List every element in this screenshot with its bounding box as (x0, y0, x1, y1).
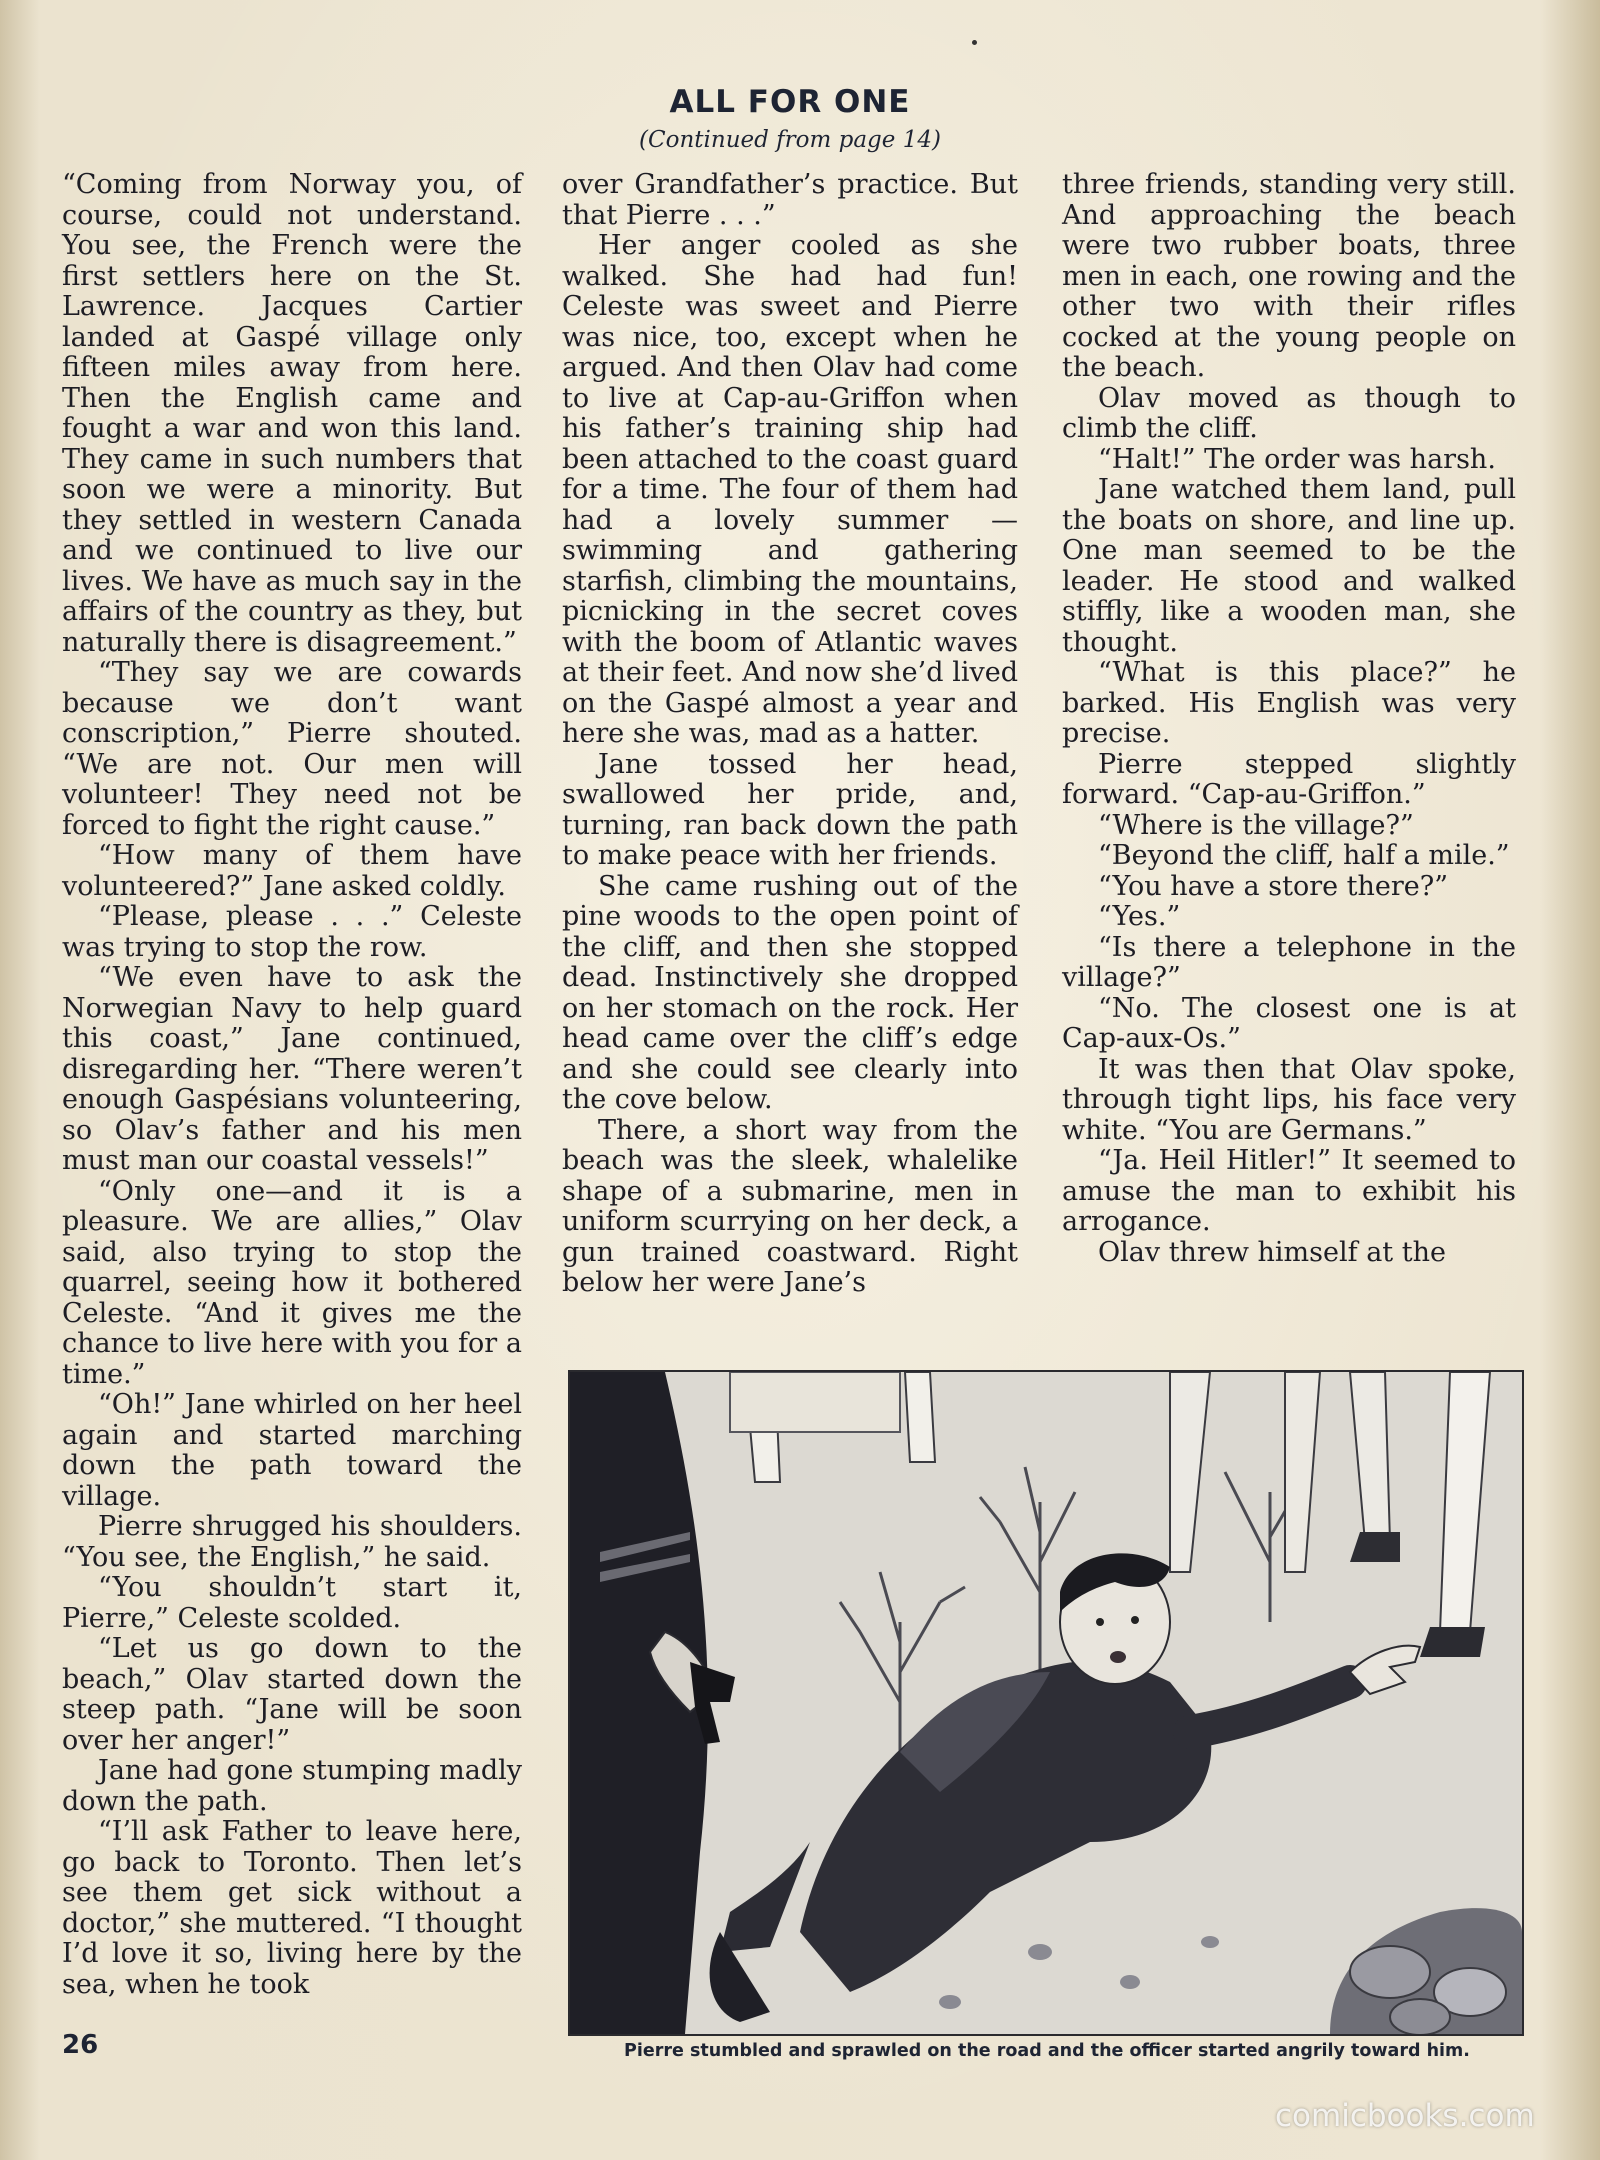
paragraph: It was then that Olav spoke, through tight lips, his face very white. “You are Germans.” (1062, 1053, 1516, 1146)
paragraph: “No. The closest one is at Cap-aux-Os.” (1062, 992, 1516, 1054)
paragraph: “Oh!” Jane whirled on her heel again and started marching down the path toward the village. (62, 1389, 522, 1512)
paragraph: “Beyond the cliff, half a mile.” (1098, 840, 1510, 871)
paragraph: “Please, please . . .” Celeste was trying to stop the row. (62, 901, 522, 963)
paragraph: “Let us go down to the beach,” Olav started down the steep path. “Jane will be soon over her anger!” (62, 1633, 522, 1756)
text-column-2 (562, 170, 1018, 1299)
paragraph: “Where is the village?” (1098, 809, 1414, 841)
paragraph: “You have a store there?” (1098, 870, 1449, 902)
paragraph: “Ja. Heil Hitler!” It seemed to amuse the man to exhibit his arrogance. (1062, 1145, 1516, 1237)
paragraph: “Coming from Norway you, of course, could not understand. You see, the French were the first settlers here on the St. Lawrence. Jacques Cartier landed at Gaspé village only fifteen miles away from here. Then the English came and fought a war and won this land. They came in such numbers that soon we were a minority. But they settled in western Canada and we continued to live our lives. We have as much say in the affairs of the country as they, but naturally there is disagreement.” (62, 169, 522, 658)
paragraph: Olav threw himself at the (1098, 1236, 1446, 1268)
text-column-1 (62, 170, 522, 2000)
paragraph: “Halt!” The order was harsh. (1098, 443, 1496, 475)
paragraph: “How many of them have volunteered?” Jane asked coldly. (62, 840, 522, 902)
paragraph: over Grandfather’s practice. But that Pierre . . .” (562, 169, 1018, 231)
paragraph: Jane tossed her head, swallowed her pride, and, turning, ran back down the path to make peace with her friends. (562, 748, 1018, 871)
paragraph: “I’ll ask Father to leave here, go back to Toronto. Then let’s see them get sick without a doctor,” she muttered. “I thought I’d love it so, living here by the sea, when he took (62, 1816, 522, 2000)
paragraph: Olav moved as though to climb the cliff. (1062, 382, 1516, 444)
story-illustration (568, 1370, 1524, 2036)
paragraph: Her anger cooled as she walked. She had had fun! Celeste was sweet and Pierre was nice, too, except when he argued. And then Olav had come to live at Cap-au-Griffon when his father’s training ship had been attached to the coast guard for a time. The four of them had had a lovely summer —swimming and gathering starfish, climbing the mountains, picnicking in the secret coves with the boom of Atlantic waves at their feet. And now she’d lived on the Gaspé almost a year and here she was, mad as a hatter. (562, 230, 1018, 749)
site-watermark: comicbooks.com (1275, 2098, 1535, 2134)
paragraph: Pierre shrugged his shoulders. “You see, the English,” he said. (62, 1511, 522, 1573)
continuation-note: (Continued from page 14) (639, 127, 941, 153)
paragraph: There, a short way from the beach was the sleek, whalelike shape of a submarine, men in uniform scurrying on her deck, a gun trained coastward. Right below her were Jane’s (562, 1114, 1018, 1298)
paragraph: “We even have to ask the Norwegian Navy to help guard this coast,” Jane continued, disregarding her. “There weren’t enough Gaspésians volunteering, so Olav’s father and his men must man our coastal vessels!” (62, 962, 522, 1176)
text-column-3 (1062, 170, 1516, 1268)
paragraph: Jane had gone stumping madly down the path. (62, 1755, 522, 1817)
story-title: ALL FOR ONE (669, 84, 911, 120)
paragraph: “They say we are cowards because we don’t want conscription,” Pierre shouted. “We are not. Our men will volunteer! They need not be forced to fight the right cause.” (62, 657, 522, 841)
paragraph: “Is there a telephone in the village?” (1062, 931, 1516, 993)
paragraph: “Yes.” (1098, 901, 1181, 932)
illustration-caption: Pierre stumbled and sprawled on the road and the officer started angrily toward him. (624, 2041, 1470, 2061)
paragraph: Pierre stepped slightly forward. “Cap-au-Griffon.” (1062, 748, 1516, 810)
print-speck (972, 40, 977, 45)
paragraph: Jane watched them land, pull the boats on shore, and line up. One man seemed to be the leader. He stood and walked stiffly, like a wooden man, she thought. (1062, 474, 1516, 658)
paragraph: “Only one—and it is a pleasure. We are allies,” Olav said, also trying to stop the quarrel, seeing how it bothered Celeste. “And it gives me the chance to live here with you for a time.” (62, 1175, 522, 1390)
paragraph: three friends, standing very still. And approaching the beach were two rubber boats, three men in each, one rowing and the other two with their rifles cocked at the young people on the beach. (1062, 169, 1516, 383)
paragraph: “What is this place?” he barked. His English was very precise. (1062, 657, 1516, 749)
paragraph: She came rushing out of the pine woods to the open point of the cliff, and then she stopped dead. Instinctively she dropped on her stomach on the rock. Her head came over the cliff’s edge and she could see clearly into the cove below. (562, 870, 1018, 1115)
page-number: 26 (62, 2030, 99, 2060)
paragraph: “You shouldn’t start it, Pierre,” Celeste scolded. (62, 1572, 522, 1634)
